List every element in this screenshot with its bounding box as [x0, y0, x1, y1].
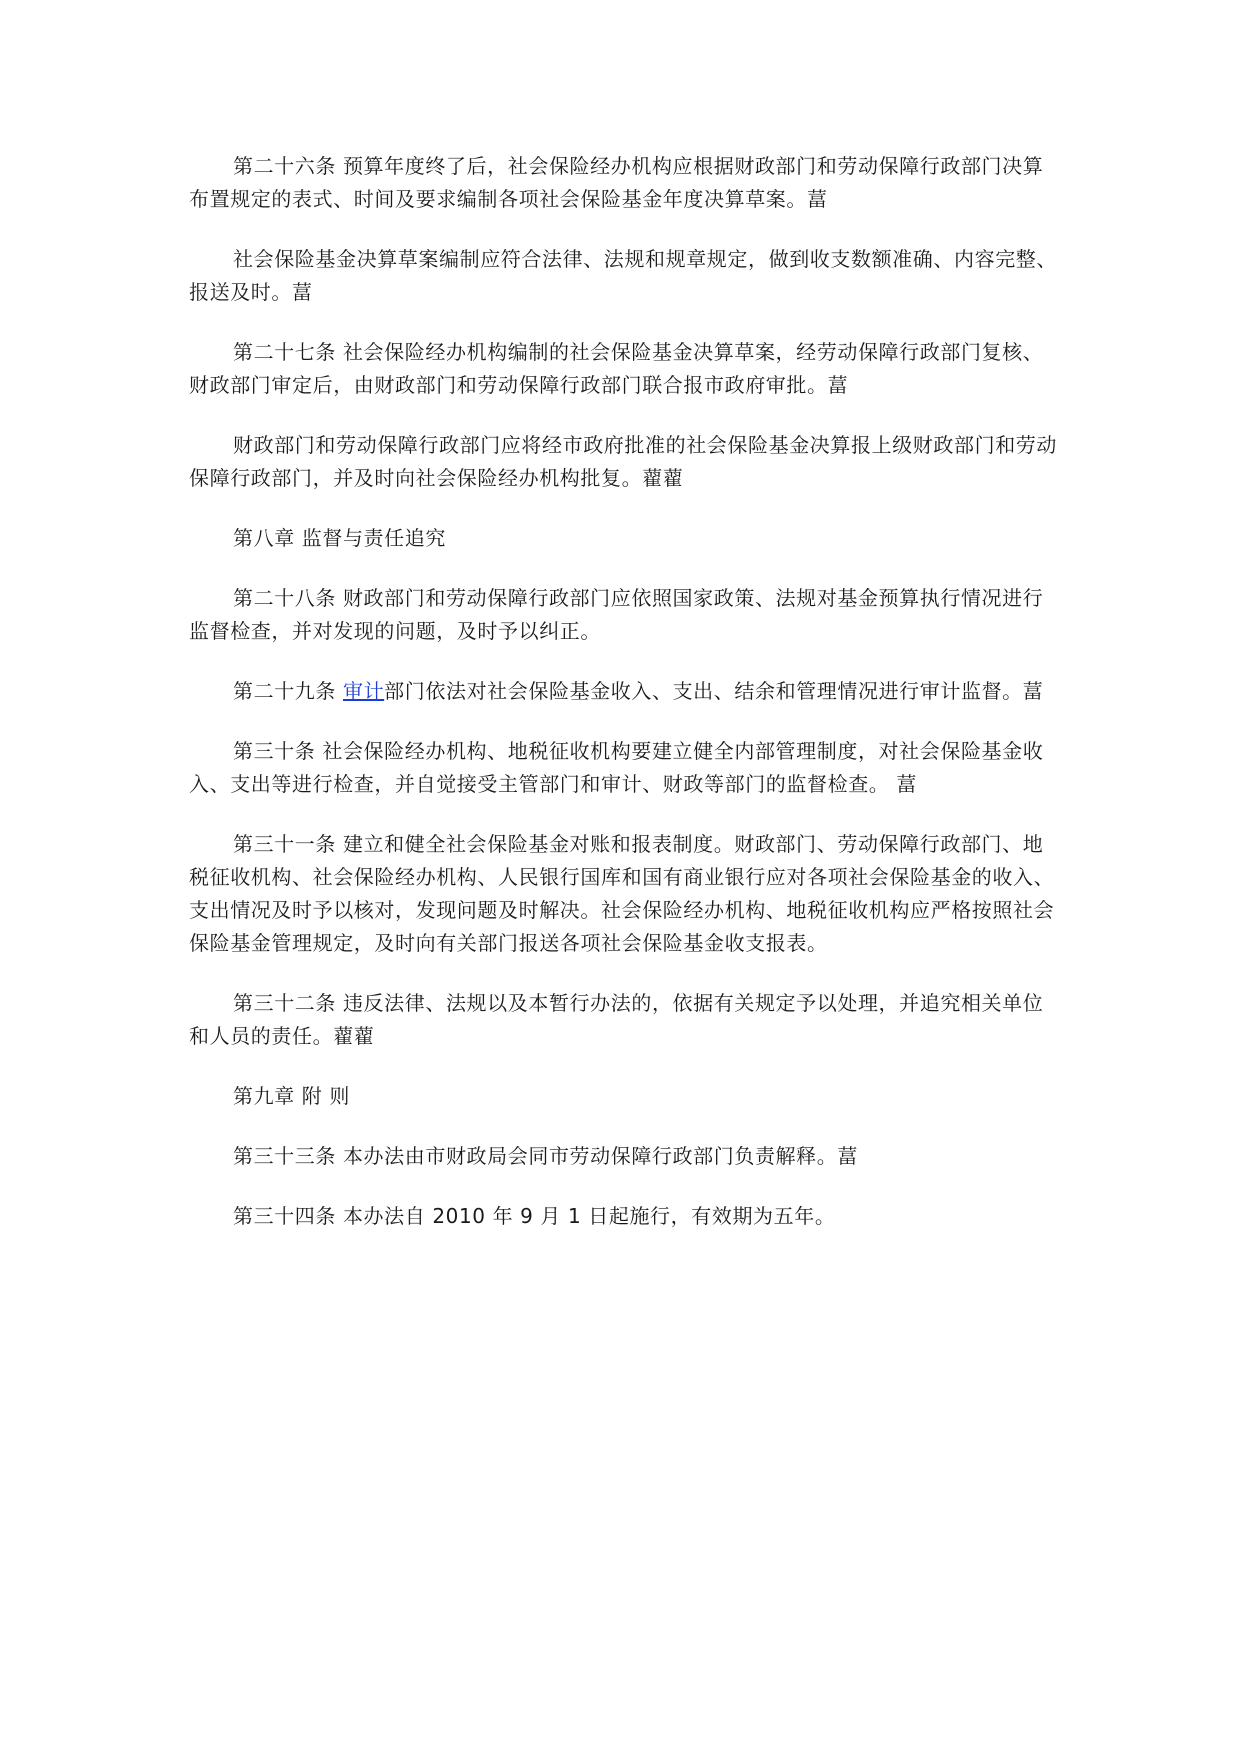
article-26-paragraph-2: 社会保险基金决算草案编制应符合法律、法规和规章规定，做到收支数额准确、内容完整、报送及时。葍: [189, 247, 1057, 304]
chapter-9-heading: 第九章 附 则: [233, 1084, 350, 1108]
article-29-prefix: 第二十九条: [233, 679, 343, 703]
document-body: [189, 150, 1059, 1260]
article-30: 第三十条 社会保险经办机构、地税征收机构要建立健全内部管理制度，对社会保险基金收入、支出等进行检查，并自觉接受主管部门和审计、财政等部门的监督检查。 葍: [189, 739, 1044, 796]
article-26: 第二十六条 预算年度终了后，社会保险经办机构应根据财政部门和劳动保障行政部门决算布置规定的表式、时间及要求编制各项社会保险基金年度决算草案。葍: [189, 154, 1044, 211]
article-34: 第三十四条 本办法自 2010 年 9 月 1 日起施行，有效期为五年。: [233, 1204, 836, 1228]
article-27: 第二十七条 社会保险经办机构编制的社会保险基金决算草案，经劳动保障行政部门复核、财政部门审定后，由财政部门和劳动保障行政部门联合报市政府审批。葍: [189, 340, 1044, 397]
chapter-8-heading: 第八章 监督与责任追究: [233, 526, 446, 550]
article-29: [189, 675, 1059, 708]
article-33: 第三十三条 本办法由市财政局会同市劳动保障行政部门负责解释。葍: [233, 1144, 858, 1168]
article-32: 第三十二条 违反法律、法规以及本暂行办法的，依据有关规定予以处理，并追究相关单位和人员的责任。藋藋: [189, 991, 1044, 1048]
article-31: 第三十一条 建立和健全社会保险基金对账和报表制度。财政部门、劳动保障行政部门、地税征收机构、社会保险经办机构、人民银行国库和国有商业银行应对各项社会保险基金的收入、支出情况及时予以核对，发现问题及时解决。社会保险经办机构、地税征收机构应严格按照社会保险基金管理规定，及时向有关部门报送各项社会保险基金收支报表。: [189, 832, 1055, 955]
article-27-paragraph-2: 财政部门和劳动保障行政部门应将经市政府批准的社会保险基金决算报上级财政部门和劳动保障行政部门，并及时向社会保险经办机构批复。藋藋: [189, 433, 1057, 490]
article-28: 第二十八条 财政部门和劳动保障行政部门应依照国家政策、法规对基金预算执行情况进行监督检查，并对发现的问题，及时予以纠正。: [189, 586, 1044, 643]
audit-link[interactable]: 审计: [342, 679, 385, 703]
article-29-rest: 部门依法对社会保险基金收入、支出、结余和管理情况进行审计监督。葍: [384, 679, 1044, 703]
